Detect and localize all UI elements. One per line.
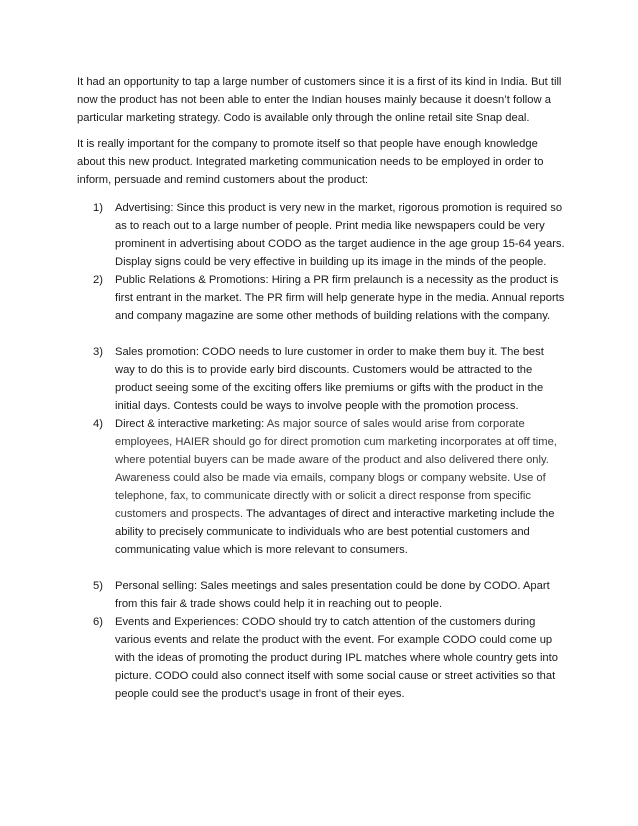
list-item-soft-text: As major source of sales would arise from corporate employees, HAIER should go for direct promotion cum marketing incorporates at off time, where potential buyers can be made aware of the product and also delivered there only. Awareness could also be made via emails, company blogs or company website. Use of telephone, fax, to communicate directly with or solicit a direct response from specific customers and prospects.: [115, 418, 557, 520]
imc-list: [77, 199, 565, 703]
paragraph-intro: It had an opportunity to tap a large number of customers since it is a first of its kind in India. But till now the product has not been able to enter the Indian houses mainly because it doesn’t follow a particular marketing strategy. Codo is available only through the online retail site Snap deal.: [77, 76, 562, 124]
list-item-text: Events and Experiences: CODO should try to catch attention of the customers during various events and relate the product with the event. For example CODO could come up with the ideas of promoting the product during IPL matches where whole country gets into picture. CODO could also connect itself with some social cause or street activities so that people could see the product’s usage in front of their eyes.: [115, 616, 558, 700]
list-number: 4): [93, 418, 103, 430]
list-number: 3): [93, 346, 103, 358]
paragraph-imc: It is really important for the company to promote itself so that people have enough knowledge about this new product. Integrated marketing communication needs to be employed in order to inform, persuade and remind customers about the product:: [77, 138, 544, 186]
list-number: 5): [93, 580, 103, 592]
list-item-sales-promotion: [77, 343, 565, 415]
list-item-events-experiences: [77, 613, 565, 703]
list-item-personal-selling: [77, 577, 565, 613]
list-number: 2): [93, 274, 103, 286]
list-item-text: Public Relations & Promotions: Hiring a PR firm prelaunch is a necessity as the product is first entrant in the market. The PR firm will help generate hype in the media. Annual reports and company magazine are some other methods of building relations with the company.: [115, 274, 565, 322]
list-item-lead: Direct & interactive marketing:: [115, 418, 267, 430]
list-item-text: Sales promotion: CODO needs to lure customer in order to make them buy it. The best way to do this is to provide early bird discounts. Customers would be attracted to the product seeing some of the exciting offers like premiums or gifts with the product in the initial days. Contests could be ways to involve people with the promotion process.: [115, 346, 544, 412]
list-number: 6): [93, 616, 103, 628]
list-item-public-relations: [77, 271, 565, 325]
list-item-direct-marketing: [77, 415, 565, 559]
list-item-advertising: [77, 199, 565, 271]
document-body: [77, 73, 565, 703]
list-item-tail-text: The advantages of direct and interactive marketing include the ability to precisely communicate to individuals who are best potential customers and communicating value which is more relevant to consumers.: [115, 508, 555, 556]
list-item-text: Advertising: Since this product is very new in the market, rigorous promotion is required so as to reach out to a large number of people. Print media like newspapers could be very prominent in advertising about CODO as the target audience in the age group 15-64 years. Display signs could be very effective in building up its image in the minds of the people.: [115, 202, 565, 268]
list-number: 1): [93, 202, 103, 214]
list-item-text: Personal selling: Sales meetings and sales presentation could be done by CODO. Apart from this fair & trade shows could help it in reaching out to people.: [115, 580, 550, 610]
